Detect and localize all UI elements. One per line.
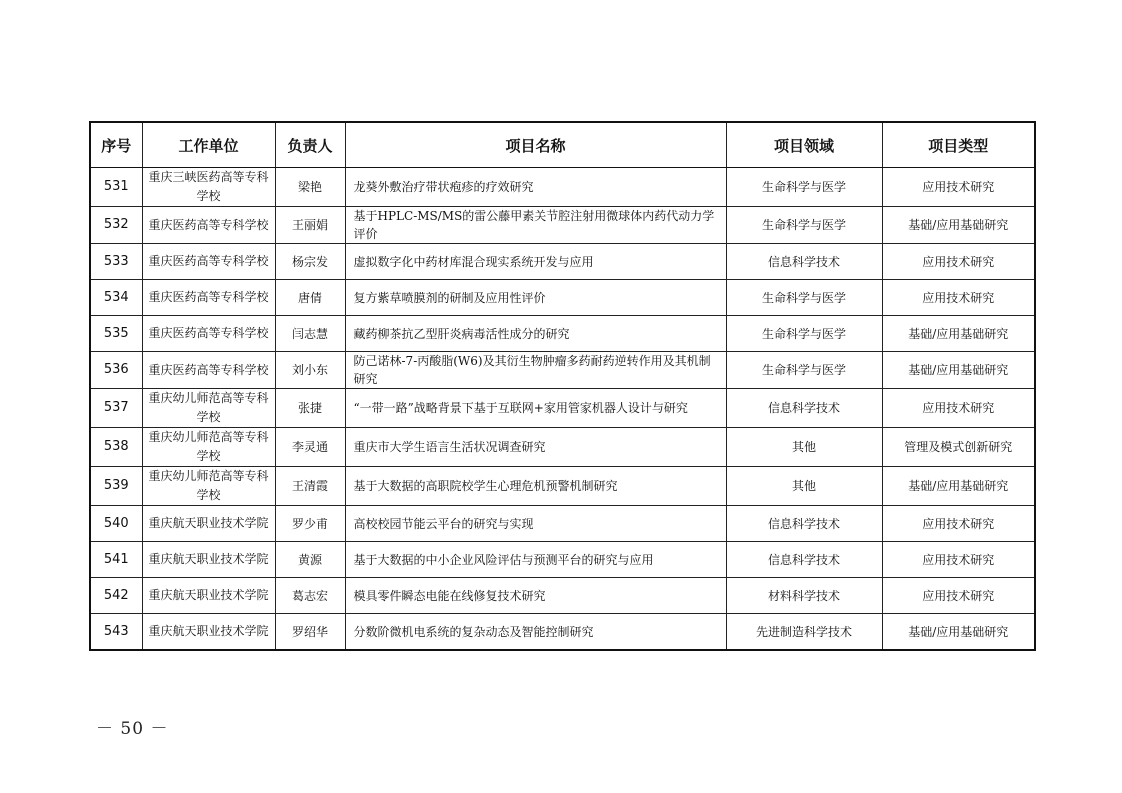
cell-project-name: 基于大数据的中小企业风险评估与预测平台的研究与应用 bbox=[345, 542, 726, 578]
cell-serial-number: 531 bbox=[90, 168, 142, 207]
cell-serial-number: 543 bbox=[90, 614, 142, 651]
cell-project-name: 模具零件瞬态电能在线修复技术研究 bbox=[345, 578, 726, 614]
cell-project-name: 重庆市大学生语言生活状况调查研究 bbox=[345, 428, 726, 467]
cell-person-in-charge: 杨宗发 bbox=[275, 244, 345, 280]
cell-project-field: 其他 bbox=[726, 467, 882, 506]
header-person-in-charge: 负责人 bbox=[275, 122, 345, 168]
cell-project-field: 生命科学与医学 bbox=[726, 280, 882, 316]
cell-project-name: 基于HPLC-MS/MS的雷公藤甲素关节腔注射用微球体内药代动力学评价 bbox=[345, 207, 726, 244]
cell-project-type: 应用技术研究 bbox=[882, 280, 1035, 316]
cell-project-type: 基础/应用基础研究 bbox=[882, 207, 1035, 244]
header-project-field: 项目领域 bbox=[726, 122, 882, 168]
cell-work-unit: 重庆幼儿师范高等专科学校 bbox=[142, 428, 275, 467]
cell-project-name: 虚拟数字化中药材库混合现实系统开发与应用 bbox=[345, 244, 726, 280]
cell-person-in-charge: 罗少甫 bbox=[275, 506, 345, 542]
cell-serial-number: 533 bbox=[90, 244, 142, 280]
cell-work-unit: 重庆医药高等专科学校 bbox=[142, 244, 275, 280]
cell-work-unit: 重庆医药高等专科学校 bbox=[142, 316, 275, 352]
cell-work-unit: 重庆航天职业技术学院 bbox=[142, 506, 275, 542]
projects-table bbox=[89, 121, 1036, 651]
cell-project-name: 龙葵外敷治疗带状疱疹的疗效研究 bbox=[345, 168, 726, 207]
cell-work-unit: 重庆医药高等专科学校 bbox=[142, 207, 275, 244]
cell-project-type: 基础/应用基础研究 bbox=[882, 316, 1035, 352]
cell-project-type: 应用技术研究 bbox=[882, 244, 1035, 280]
table-row bbox=[90, 428, 1035, 467]
cell-project-field: 信息科学技术 bbox=[726, 389, 882, 428]
cell-project-field: 先进制造科学技术 bbox=[726, 614, 882, 651]
cell-project-field: 信息科学技术 bbox=[726, 542, 882, 578]
cell-project-name: “一带一路”战略背景下基于互联网+家用管家机器人设计与研究 bbox=[345, 389, 726, 428]
table-row bbox=[90, 506, 1035, 542]
cell-work-unit: 重庆三峡医药高等专科学校 bbox=[142, 168, 275, 207]
cell-project-type: 基础/应用基础研究 bbox=[882, 467, 1035, 506]
cell-project-field: 信息科学技术 bbox=[726, 506, 882, 542]
cell-project-type: 应用技术研究 bbox=[882, 389, 1035, 428]
cell-project-name: 防己诺林-7-丙酸脂(W6)及其衍生物肿瘤多药耐药逆转作用及其机制研究 bbox=[345, 352, 726, 389]
cell-project-field: 其他 bbox=[726, 428, 882, 467]
table-row bbox=[90, 467, 1035, 506]
cell-person-in-charge: 刘小东 bbox=[275, 352, 345, 389]
cell-project-field: 材料科学技术 bbox=[726, 578, 882, 614]
cell-serial-number: 540 bbox=[90, 506, 142, 542]
table-row bbox=[90, 316, 1035, 352]
cell-project-name: 复方紫草喷膜剂的研制及应用性评价 bbox=[345, 280, 726, 316]
cell-person-in-charge: 罗绍华 bbox=[275, 614, 345, 651]
table-row bbox=[90, 280, 1035, 316]
cell-serial-number: 535 bbox=[90, 316, 142, 352]
cell-project-type: 应用技术研究 bbox=[882, 542, 1035, 578]
table-row bbox=[90, 614, 1035, 651]
cell-work-unit: 重庆医药高等专科学校 bbox=[142, 280, 275, 316]
cell-work-unit: 重庆幼儿师范高等专科学校 bbox=[142, 467, 275, 506]
header-row bbox=[90, 122, 1035, 168]
cell-project-type: 基础/应用基础研究 bbox=[882, 614, 1035, 651]
cell-person-in-charge: 梁艳 bbox=[275, 168, 345, 207]
cell-project-type: 管理及模式创新研究 bbox=[882, 428, 1035, 467]
table-row bbox=[90, 244, 1035, 280]
table-row bbox=[90, 168, 1035, 207]
cell-work-unit: 重庆医药高等专科学校 bbox=[142, 352, 275, 389]
cell-project-field: 生命科学与医学 bbox=[726, 316, 882, 352]
cell-serial-number: 541 bbox=[90, 542, 142, 578]
cell-serial-number: 542 bbox=[90, 578, 142, 614]
table-row bbox=[90, 389, 1035, 428]
cell-person-in-charge: 王丽娟 bbox=[275, 207, 345, 244]
cell-project-type: 应用技术研究 bbox=[882, 578, 1035, 614]
cell-project-field: 信息科学技术 bbox=[726, 244, 882, 280]
cell-person-in-charge: 张捷 bbox=[275, 389, 345, 428]
cell-project-name: 高校校园节能云平台的研究与实现 bbox=[345, 506, 726, 542]
cell-work-unit: 重庆幼儿师范高等专科学校 bbox=[142, 389, 275, 428]
cell-work-unit: 重庆航天职业技术学院 bbox=[142, 542, 275, 578]
cell-project-name: 分数阶微机电系统的复杂动态及智能控制研究 bbox=[345, 614, 726, 651]
cell-serial-number: 536 bbox=[90, 352, 142, 389]
cell-project-type: 应用技术研究 bbox=[882, 506, 1035, 542]
cell-project-field: 生命科学与医学 bbox=[726, 168, 882, 207]
cell-person-in-charge: 葛志宏 bbox=[275, 578, 345, 614]
table-body bbox=[90, 168, 1035, 651]
cell-serial-number: 537 bbox=[90, 389, 142, 428]
cell-person-in-charge: 黄源 bbox=[275, 542, 345, 578]
cell-work-unit: 重庆航天职业技术学院 bbox=[142, 578, 275, 614]
table-row bbox=[90, 542, 1035, 578]
cell-person-in-charge: 王清霞 bbox=[275, 467, 345, 506]
header-serial-number: 序号 bbox=[90, 122, 142, 168]
header-project-name: 项目名称 bbox=[345, 122, 726, 168]
cell-serial-number: 539 bbox=[90, 467, 142, 506]
cell-project-field: 生命科学与医学 bbox=[726, 207, 882, 244]
cell-serial-number: 532 bbox=[90, 207, 142, 244]
cell-project-name: 基于大数据的高职院校学生心理危机预警机制研究 bbox=[345, 467, 726, 506]
table-header bbox=[90, 122, 1035, 168]
cell-person-in-charge: 唐倩 bbox=[275, 280, 345, 316]
cell-serial-number: 538 bbox=[90, 428, 142, 467]
header-project-type: 项目类型 bbox=[882, 122, 1035, 168]
header-work-unit: 工作单位 bbox=[142, 122, 275, 168]
cell-person-in-charge: 李灵通 bbox=[275, 428, 345, 467]
cell-work-unit: 重庆航天职业技术学院 bbox=[142, 614, 275, 651]
cell-project-type: 基础/应用基础研究 bbox=[882, 352, 1035, 389]
cell-serial-number: 534 bbox=[90, 280, 142, 316]
cell-person-in-charge: 闫志慧 bbox=[275, 316, 345, 352]
table-row bbox=[90, 578, 1035, 614]
cell-project-type: 应用技术研究 bbox=[882, 168, 1035, 207]
table-row bbox=[90, 352, 1035, 389]
page-number: － 50 － bbox=[96, 719, 169, 739]
table-row bbox=[90, 207, 1035, 244]
cell-project-field: 生命科学与医学 bbox=[726, 352, 882, 389]
cell-project-name: 藏药柳茶抗乙型肝炎病毒活性成分的研究 bbox=[345, 316, 726, 352]
